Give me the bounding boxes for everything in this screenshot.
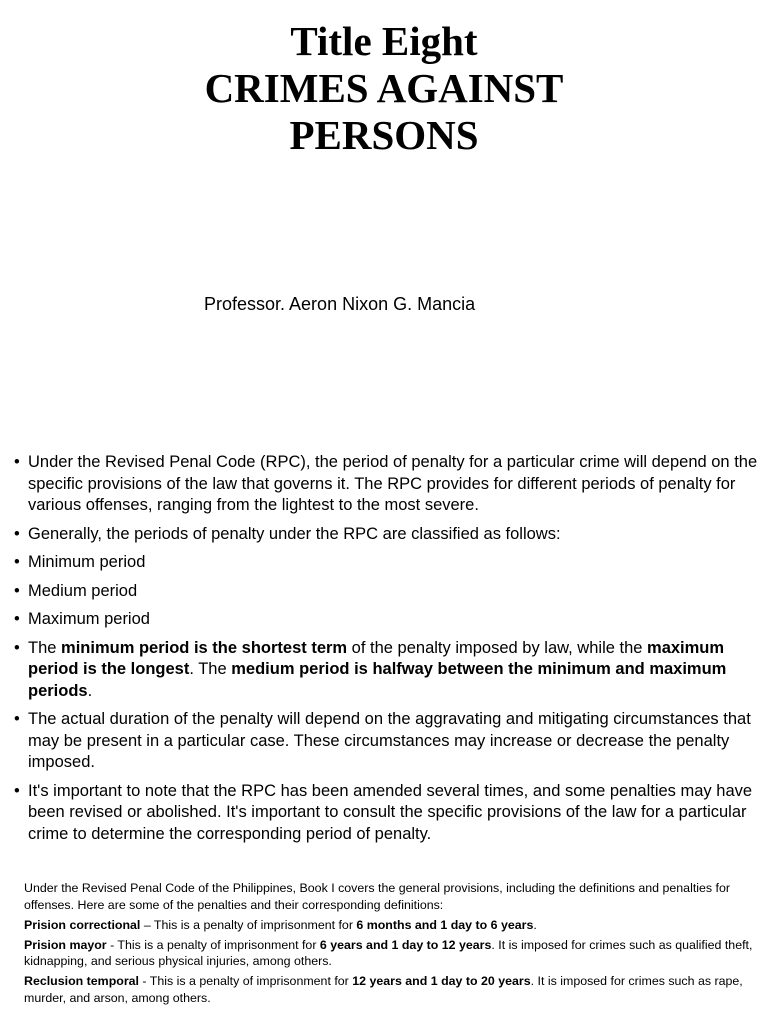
penalty-term: 12 years and 1 day to 20 years [352,974,531,988]
bold-text: maximum period is the longest [28,638,725,678]
bullet-icon: • [14,453,20,471]
slide-title [0,18,768,159]
definition-prision-correccional [24,917,754,934]
definition-prision-mayor [24,937,754,970]
penalty-periods-slide [0,430,768,870]
bullet-icon: • [14,553,20,571]
bullet-icon: • [14,638,20,657]
bullet-text: It's important to note that the RPC has been amended several times, and some penalties may have been revised or abolished. It's important to consult the specific provisions of the law for a particular crime to determine the corresponding period of penalty. [28,781,753,843]
bullet-icon: • [14,581,20,600]
penalty-definitions-slide [0,870,768,1024]
text-run: . It is imposed for crimes such as qualified theft, kidnapping, and serious physical injuries, among others. [24,937,753,968]
bold-text: medium period is halfway between the minimum and maximum periods [28,660,727,700]
definitions-text [24,880,754,1010]
penalty-term: 6 months and 1 day to 6 years [356,917,534,932]
text-run: . [533,917,537,932]
bullet-item [14,609,758,631]
title-slide [0,0,768,430]
text-run: . It is imposed for crimes such as rape, murder, and arson, among others. [24,974,743,1005]
penalty-name: Prision mayor [24,937,107,952]
bullet-item [14,709,758,774]
bullet-icon: • [14,524,20,543]
title-line-2: CRIMES AGAINST [204,65,564,111]
bullet-text: Maximum period [28,610,150,628]
bullet-icon: • [14,610,20,628]
text-run: – This is a penalty of imprisonment for [140,917,357,932]
title-line-3: PERSONS [289,112,479,158]
bullet-icon: • [14,781,20,800]
text-run: . The [189,660,232,678]
penalty-name: Prision correctional [24,917,141,932]
bullet-text [28,639,726,700]
penalty-term: 6 years and 1 day to 12 years [319,937,492,952]
intro-paragraph: Under the Revised Penal Code of the Philippines, Book I covers the general provisions, including the definitions and penalties for offenses. Here are some of the penalties and their corresponding definitions: [24,881,731,912]
title-line-1: Title Eight [290,18,478,64]
penalty-name: Reclusion temporal [24,974,139,988]
bullet-item [14,524,758,546]
professor-name: Professor. Aeron Nixon G. Mancia [204,294,476,314]
text-run: - This is a penalty of imprisonment for [106,937,320,952]
definition-reclusion-temporal [24,973,754,1006]
bullet-item [14,581,758,603]
text-run: of the penalty imposed by law, while the [347,638,648,657]
text-run: The [28,638,62,657]
bullet-icon: • [14,710,20,728]
bullet-text: Under the Revised Penal Code (RPC), the period of penalty for a particular crime will depend on the specific provisions of the law that governs it. The RPC provides for different periods of penalty for various offenses, ranging from the lightest to the most severe. [28,453,758,514]
bullet-item [14,452,758,517]
bullet-text: Minimum period [28,553,146,571]
bold-text: minimum period is the shortest term [61,638,348,657]
bullet-text: Generally, the periods of penalty under the RPC are classified as follows: [28,524,561,543]
bullet-item [14,638,758,703]
bullet-item [14,552,758,574]
bullet-item [14,781,758,846]
text-run: . [87,681,93,700]
bullet-text: The actual duration of the penalty will depend on the aggravating and mitigating circumstances that may be present in a particular case. These circumstances may increase or decrease the penalty imposed. [28,710,751,771]
bullet-list [14,452,758,852]
bullet-text: Medium period [28,581,138,600]
text-run: - This is a penalty of imprisonment for [138,974,353,988]
